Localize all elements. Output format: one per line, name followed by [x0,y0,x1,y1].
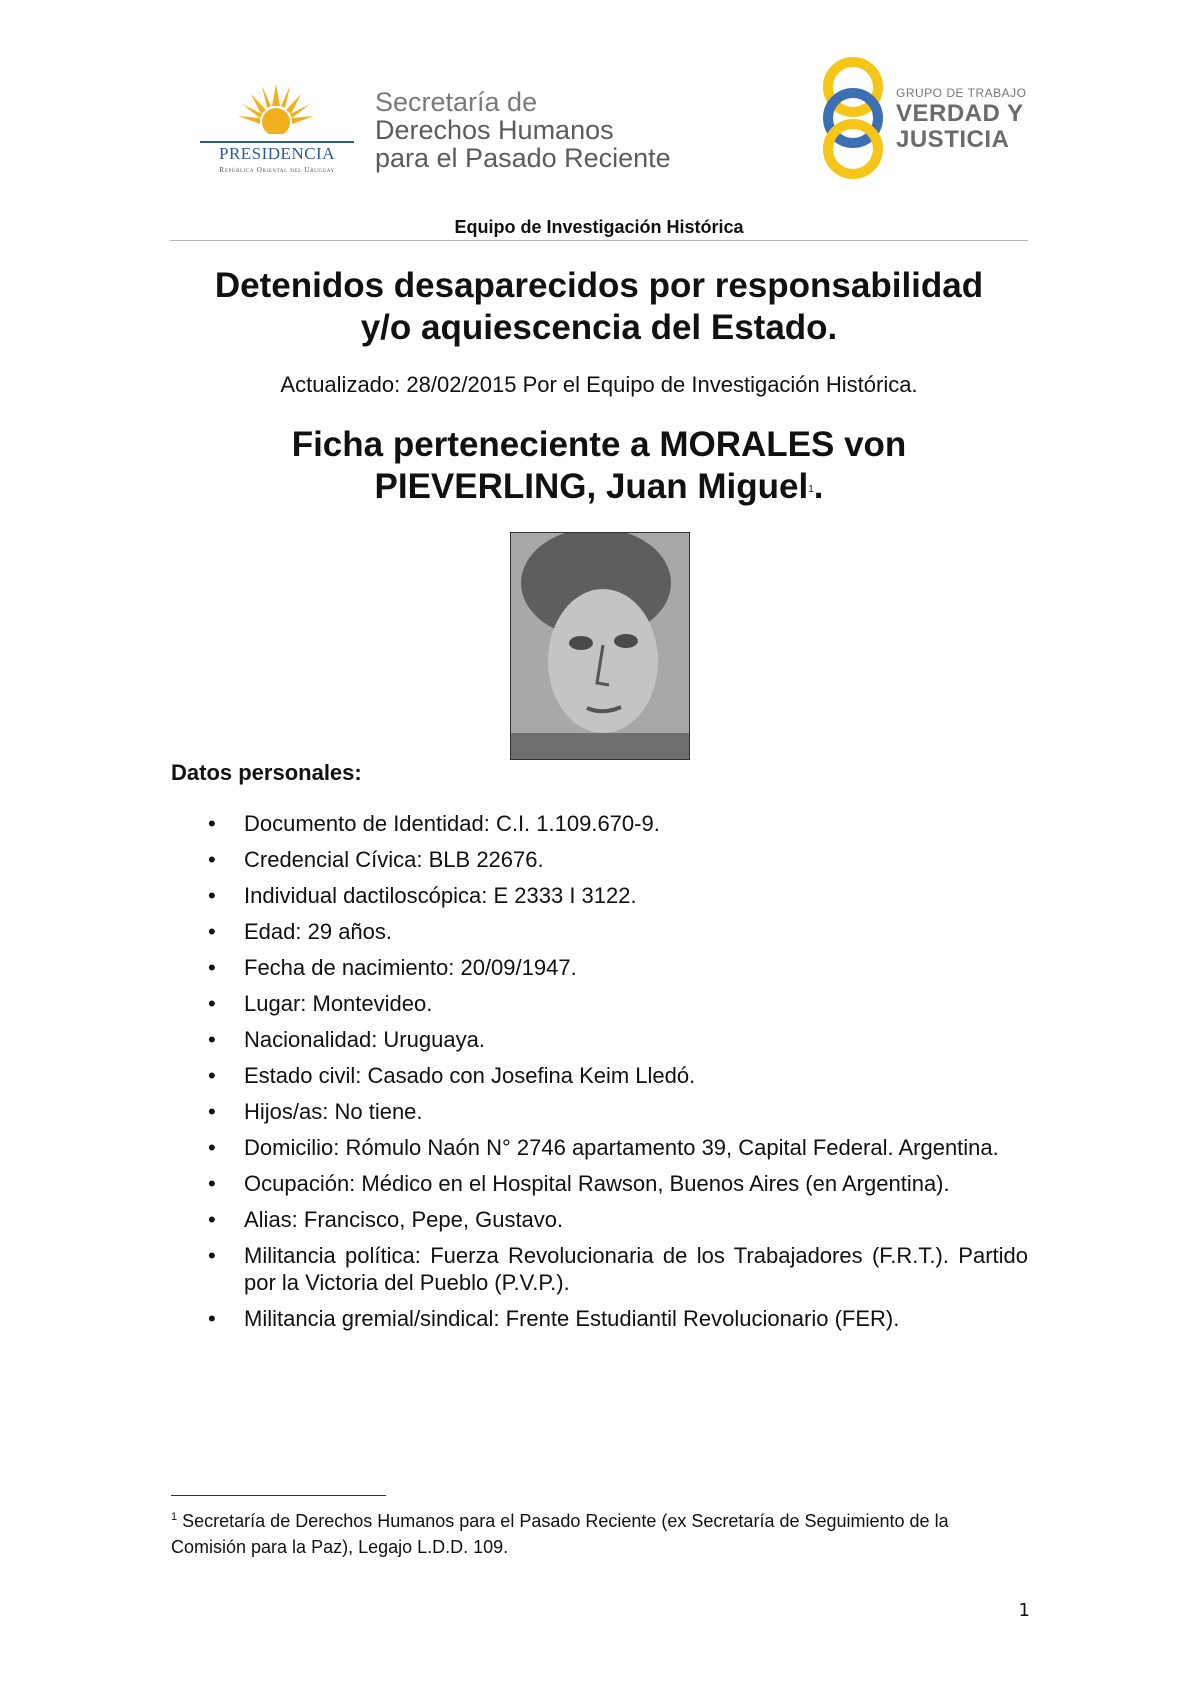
presidencia-subtitle: República Oriental del Uruguay [219,165,335,174]
grupo-de-trabajo-label: GRUPO DE TRABAJO [896,86,1027,100]
ficha-title-line-1: Ficha perteneciente a MORALES von [291,425,907,464]
list-item: • Estado civil: Casado con Josefina Keim Lledó. [170,1062,1028,1089]
list-item: • Hijos/as: No tiene. [170,1098,1028,1125]
page-title-line-2: y/o aquiescencia del Estado. [360,308,838,347]
list-item: • Fecha de nacimiento: 20/09/1947. [170,954,1028,981]
footnote-reference[interactable]: 1 [808,484,814,495]
verdad-label: VERDAD Y [896,100,1024,127]
presidencia-title: PRESIDENCIA [218,144,335,163]
secretaria-line-2: Derechos Humanos [375,115,614,145]
secretaria-line-3: para el Pasado Reciente [375,143,671,173]
list-item: • Nacionalidad: Uruguaya. [170,1026,1028,1053]
ficha-name: PIEVERLING, Juan Miguel [374,467,809,506]
portrait-image [511,533,689,759]
secretaria-line-1: Secretaría de [375,87,538,117]
section-title-personal-data: Datos personales: [171,760,362,785]
sun-of-may-icon [236,82,316,144]
list-item: • Domicilio: Rómulo Naón N° 2746 apartamento 39, Capital Federal. Argentina. [170,1134,1028,1161]
updated-note: Actualizado: 28/02/2015 Por el Equipo de Investigación Histórica. [280,372,918,397]
interlocking-rings-icon [818,56,888,180]
footnote-separator [171,1495,386,1496]
page-title [150,265,1048,349]
footnote [171,1504,1028,1560]
list-item: • Militancia gremial/sindical: Frente Estudiantil Revolucionario (FER). [170,1305,1028,1332]
list-item: • Ocupación: Médico en el Hospital Rawson, Buenos Aires (en Argentina). [170,1170,1028,1197]
presidencia-divider [200,141,354,143]
list-item: • Edad: 29 años. [170,918,1028,945]
ficha-title-line-2 [150,466,1048,511]
ficha-title-period: . [813,467,824,506]
justicia-label: JUSTICIA [896,126,1010,153]
list-item: • Documento de Identidad: C.I. 1.109.670-9. [170,810,1028,837]
footnote-text: Secretaría de Derechos Humanos para el Pasado Reciente (ex Secretaría de Seguimiento de la Comisión para la Paz), Legajo L.D.D. 109. [171,1511,949,1557]
team-label: Equipo de Investigación Histórica [454,217,744,237]
list-item: • Individual dactiloscópica: E 2333 I 3122. [170,882,1028,909]
list-item: • Credencial Cívica: BLB 22676. [170,846,1028,873]
page-number: 1 [1018,1600,1030,1621]
ficha-title [150,424,1048,511]
list-item: • Alias: Francisco, Pepe, Gustavo. [170,1206,1028,1233]
presidencia-logo [196,82,358,182]
page-title-line-1: Detenidos desaparecidos por responsabilidad [214,266,984,305]
personal-data-list [170,810,1028,1341]
list-item: • Militancia política: Fuerza Revolucionaria de los Trabajadores (F.R.T.). Partido por la Victoria del Pueblo (P.V.P.). [170,1242,1028,1296]
secretaria-logo-text [375,88,671,172]
portrait-photo [510,532,690,760]
list-item: • Lugar: Montevideo. [170,990,1028,1017]
header-divider [170,240,1028,241]
footnote-number: 1 [171,1511,178,1523]
verdad-justicia-logo [818,56,1028,184]
